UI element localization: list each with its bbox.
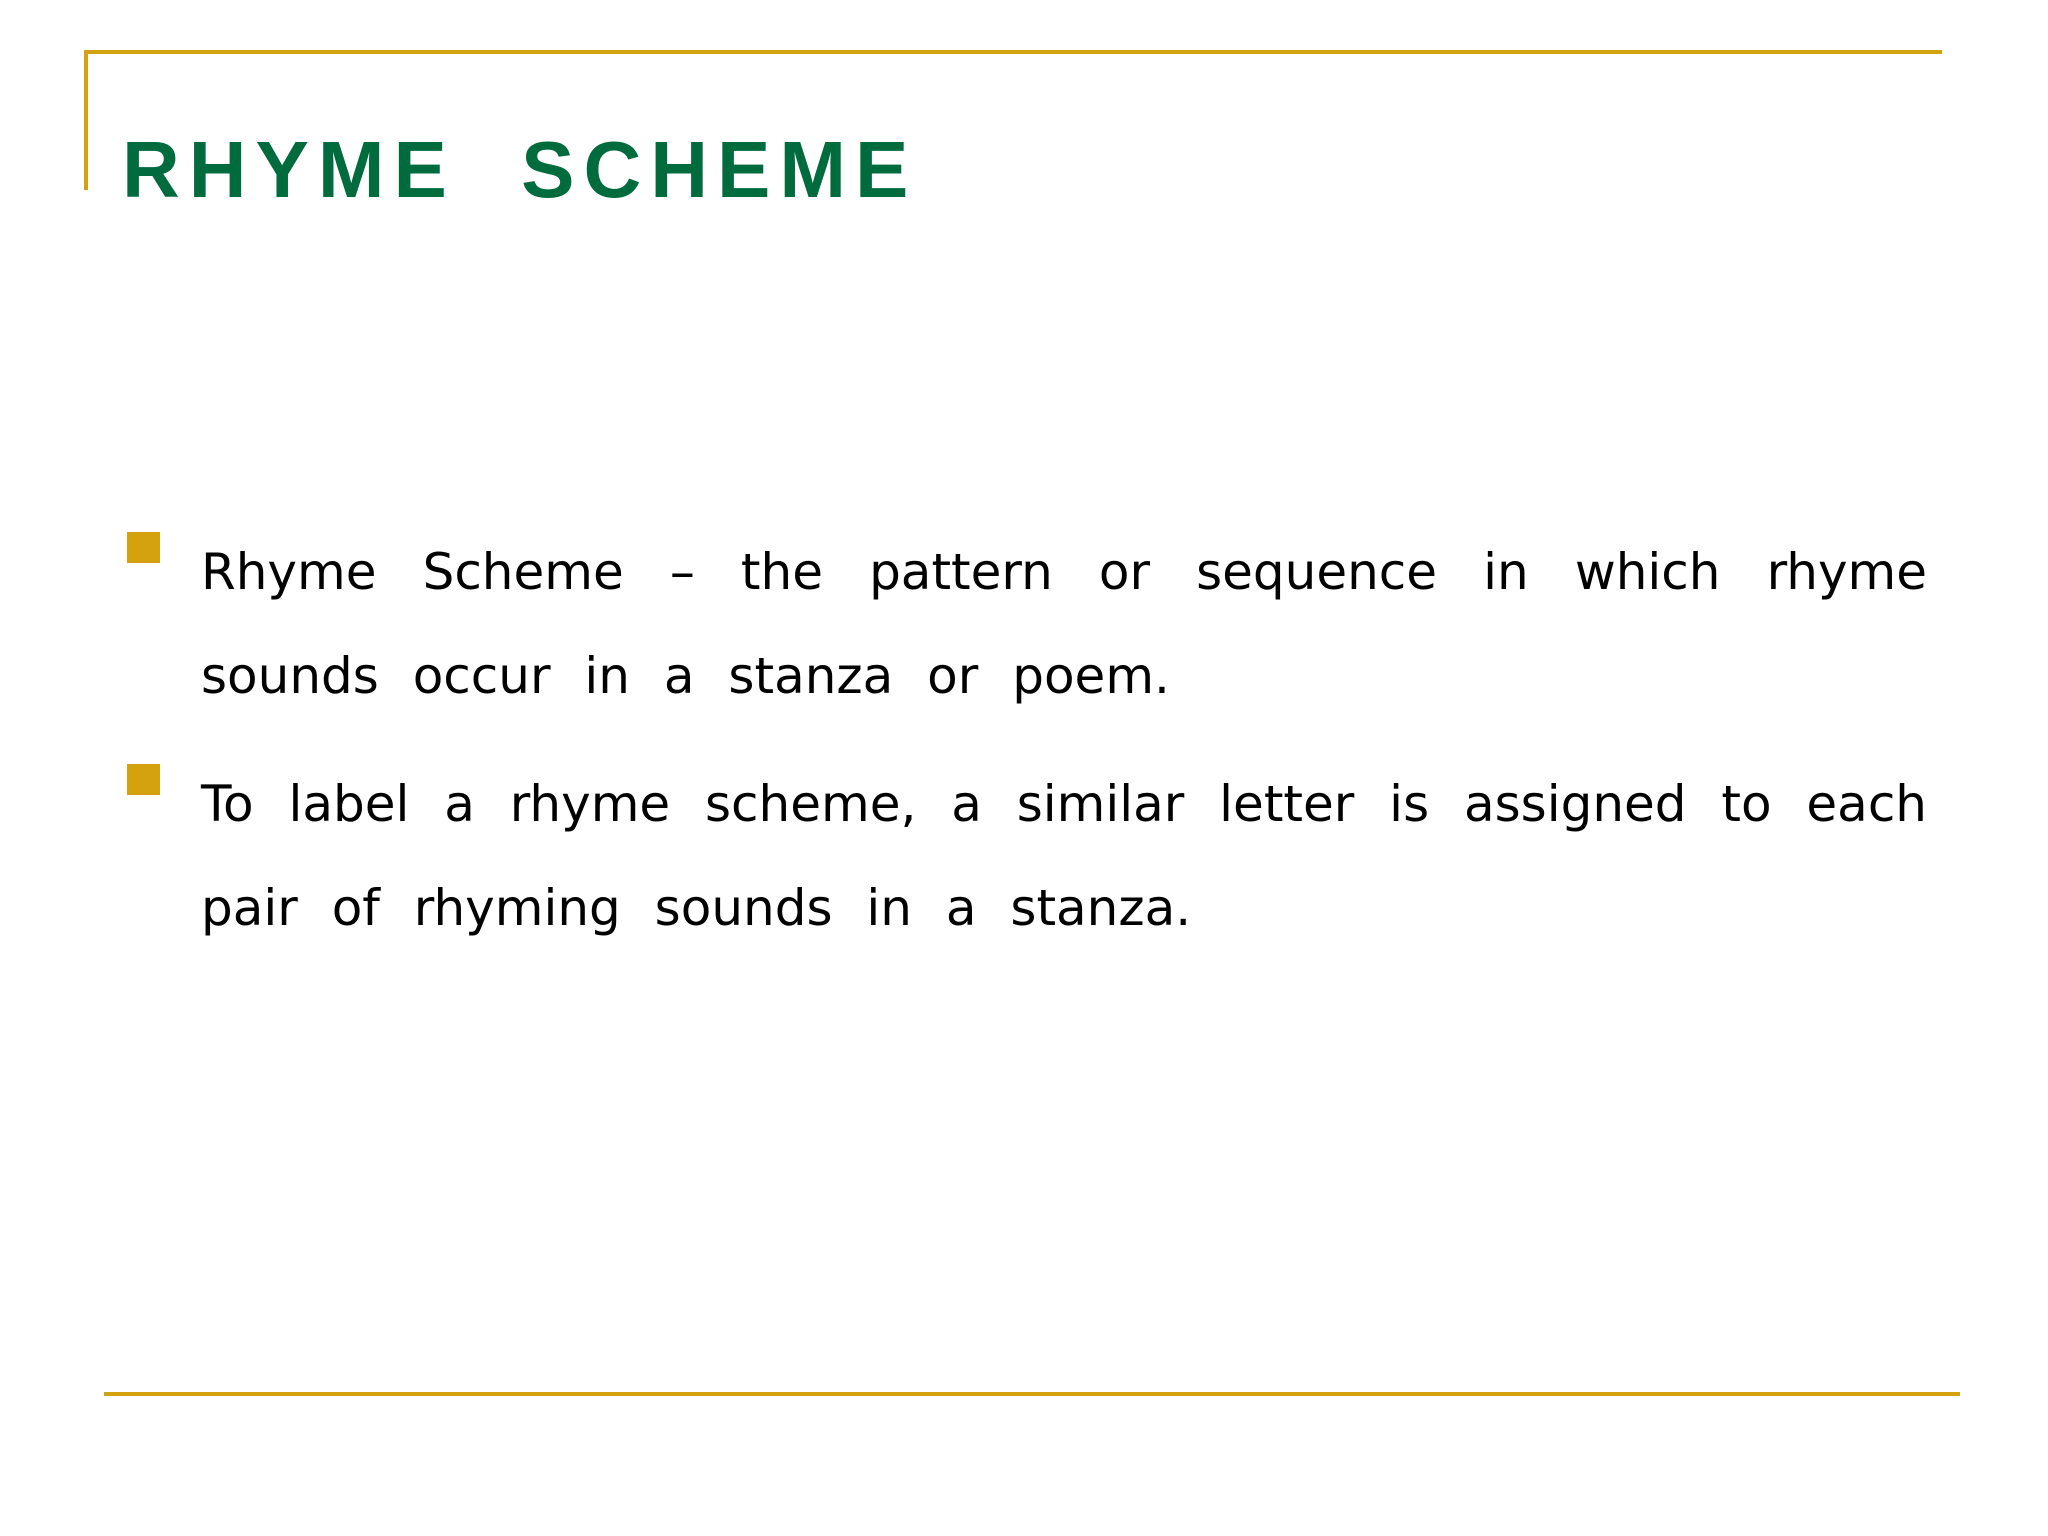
slide-title: RHYME SCHEME	[122, 125, 918, 214]
square-bullet-icon	[127, 532, 160, 563]
bullet-item	[127, 752, 1927, 960]
bullet-list	[127, 520, 1927, 984]
square-bullet-icon	[127, 764, 160, 795]
frame-left-line	[84, 50, 88, 190]
bullet-text: Rhyme Scheme – the pattern or sequence in which rhyme sounds occur in a stanza or poem.	[201, 543, 1927, 705]
bullet-item	[127, 520, 1927, 728]
frame-bottom-line	[104, 1392, 1960, 1396]
bullet-text: To label a rhyme scheme, a similar letter is assigned to each pair of rhyming sounds in a stanza.	[201, 775, 1927, 937]
frame-top-line	[84, 50, 1942, 54]
